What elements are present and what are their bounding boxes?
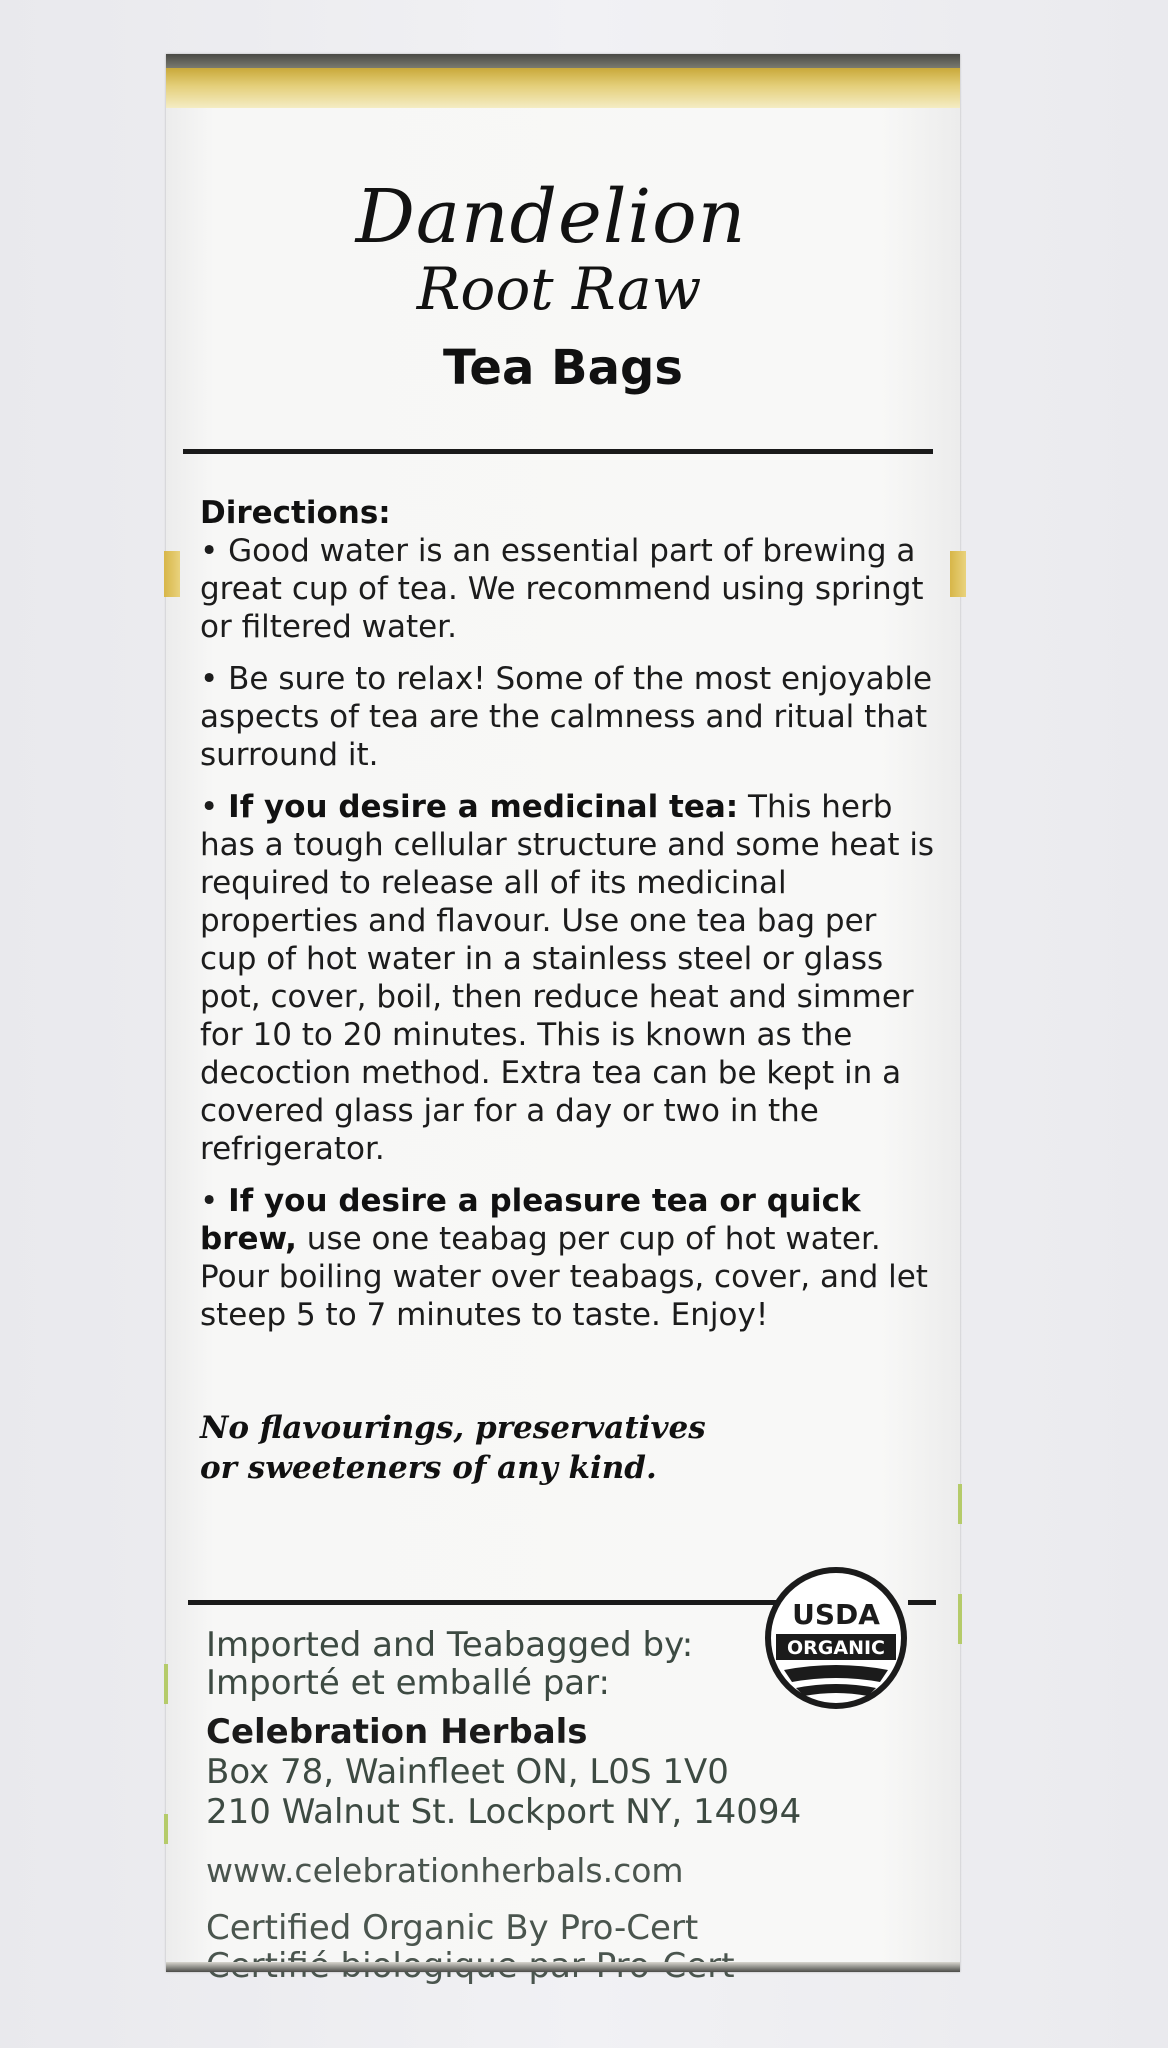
product-title: Dandelion	[355, 174, 747, 260]
bullet: •	[200, 789, 219, 825]
importer-label-fr: Importé et emballé par:	[206, 1663, 610, 1703]
box-top-edge	[166, 54, 960, 68]
direction-text: This herb has a tough cellular structure and some heat is required to release all of its medicinal properties and flavour. Use one tea bag per cup of hot water in a stainless steel or glass pot, cover, boil, then reduce heat and simmer for 10 to 20 minutes. This is known as the decoction method. Extra tea can be kept in a covered glass jar for a day or two in the refrigerator.	[200, 789, 935, 1167]
direction-item	[200, 532, 940, 646]
gold-band	[166, 68, 960, 108]
address-canada: Box 78, Wainfleet ON, L0S 1V0	[206, 1752, 729, 1792]
usda-organic-seal	[762, 1564, 910, 1712]
direction-text: use one teabag per cup of hot water. Pour boiling water over teabags, cover, and let steep 5 to 7 minutes to taste. Enjoy!	[200, 1221, 928, 1333]
address-usa: 210 Walnut St. Lockport NY, 14094	[206, 1792, 802, 1832]
direction-text: Good water is an essential part of brewing a great cup of tea. We recommend using springt or filtered water.	[200, 533, 924, 645]
left-green-mark	[164, 1664, 168, 1704]
seal-bottom-text: ORGANIC	[787, 1637, 885, 1659]
company-name: Celebration Herbals	[206, 1712, 588, 1752]
certification-text	[206, 1909, 735, 1985]
right-green-mark	[958, 1594, 962, 1644]
importer-label-en: Imported and Teabagged by:	[206, 1625, 694, 1665]
product-type: Tea Bags	[443, 340, 683, 396]
direction-item	[200, 1182, 940, 1334]
bullet: •	[200, 1183, 219, 1219]
divider-top	[183, 449, 933, 454]
product-subtitle: Root Raw	[416, 255, 702, 323]
direction-lead: If you desire a medicinal tea:	[228, 789, 739, 825]
bullet: •	[200, 661, 219, 697]
left-gold-tab	[164, 551, 180, 597]
direction-item	[200, 660, 940, 774]
directions-section	[200, 494, 940, 1348]
divider-bottom	[188, 1600, 788, 1605]
box-bottom-edge	[166, 1962, 960, 1972]
bullet: •	[200, 533, 219, 569]
certification-en: Certified Organic By Pro-Cert	[206, 1908, 699, 1948]
divider-bottom-tail	[908, 1600, 936, 1605]
direction-text: Be sure to relax! Some of the most enjoyable aspects of tea are the calmness and ritual that surround it.	[200, 661, 933, 773]
ingredient-disclaimer	[200, 1408, 800, 1488]
direction-item	[200, 788, 940, 1168]
importer-labels	[206, 1626, 766, 1702]
company-website: www.celebrationherbals.com	[206, 1851, 684, 1890]
left-green-mark	[164, 1814, 168, 1844]
directions-heading: Directions:	[200, 495, 391, 531]
right-gold-tab	[950, 551, 966, 597]
tea-box-back-panel	[166, 54, 960, 1972]
company-address	[206, 1752, 801, 1832]
right-green-mark	[958, 1484, 962, 1524]
disclaimer-line: or sweeteners of any kind.	[200, 1450, 657, 1486]
disclaimer-line: No flavourings, preservatives	[200, 1410, 706, 1446]
direction-lead: If you desire a pleasure tea or quick brew,	[200, 1183, 861, 1257]
seal-top-text: USDA	[792, 1598, 880, 1631]
